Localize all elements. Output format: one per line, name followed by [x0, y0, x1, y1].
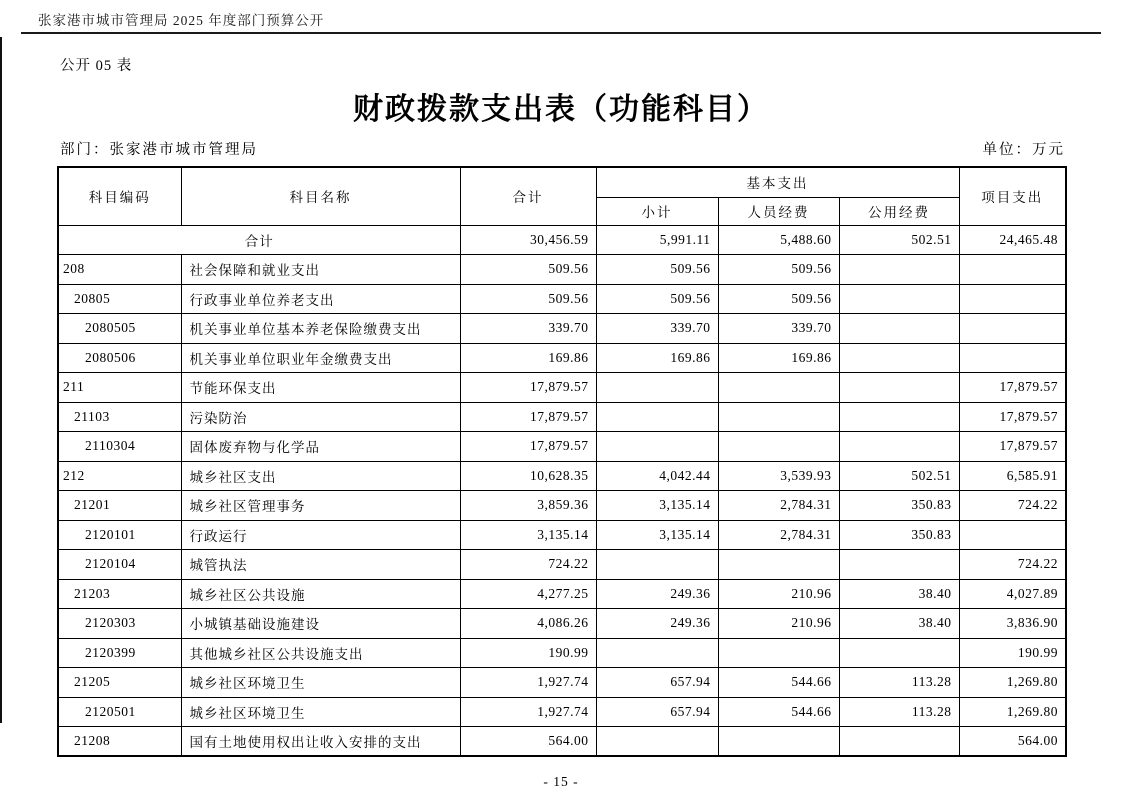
cell-public-expense: 38.40 — [839, 609, 959, 639]
cell-grand-total-label: 合计 — [58, 225, 460, 255]
cell-project-expense: 4,027.89 — [959, 579, 1066, 609]
cell-subject-code: 2080505 — [58, 314, 181, 344]
cell-project-expense — [959, 284, 1066, 314]
cell-subject-name: 国有土地使用权出让收入安排的支出 — [181, 727, 460, 757]
cell-public-expense: 350.83 — [839, 491, 959, 521]
cell-project-expense — [959, 314, 1066, 344]
col-header-basic-subtotal: 小计 — [596, 197, 718, 225]
cell-project-expense — [959, 520, 1066, 550]
col-header-public-expense: 公用经费 — [839, 197, 959, 225]
cell-total: 4,277.25 — [460, 579, 596, 609]
table-row — [58, 432, 1066, 462]
cell-subject-name: 城乡社区环境卫生 — [181, 697, 460, 727]
cell-subject-code: 2120303 — [58, 609, 181, 639]
cell-project-expense: 1,269.80 — [959, 668, 1066, 698]
cell-public-expense: 350.83 — [839, 520, 959, 550]
cell-total: 3,859.36 — [460, 491, 596, 521]
cell-personnel-expense: 210.96 — [718, 579, 839, 609]
cell-personnel-expense — [718, 402, 839, 432]
cell-subject-name: 污染防治 — [181, 402, 460, 432]
cell-subject-code: 21103 — [58, 402, 181, 432]
cell-basic-subtotal — [596, 432, 718, 462]
budget-table — [57, 166, 1067, 757]
table-row — [58, 550, 1066, 580]
cell-subject-name: 行政事业单位养老支出 — [181, 284, 460, 314]
form-number-label: 公开 05 表 — [60, 58, 133, 74]
cell-subject-code: 21201 — [58, 491, 181, 521]
cell-personnel-expense: 544.66 — [718, 697, 839, 727]
cell-total: 17,879.57 — [460, 432, 596, 462]
cell-subject-code: 2120501 — [58, 697, 181, 727]
table-row — [58, 491, 1066, 521]
cell-basic-subtotal: 657.94 — [596, 668, 718, 698]
cell-total: 30,456.59 — [460, 225, 596, 255]
cell-total: 17,879.57 — [460, 402, 596, 432]
cell-public-expense: 38.40 — [839, 579, 959, 609]
cell-total: 17,879.57 — [460, 373, 596, 403]
cell-total: 509.56 — [460, 255, 596, 285]
cell-project-expense: 17,879.57 — [959, 373, 1066, 403]
cell-basic-subtotal — [596, 550, 718, 580]
cell-personnel-expense: 2,784.31 — [718, 491, 839, 521]
col-header-total: 合计 — [460, 167, 596, 225]
table-row — [58, 373, 1066, 403]
cell-total: 4,086.26 — [460, 609, 596, 639]
cell-subject-name: 社会保障和就业支出 — [181, 255, 460, 285]
cell-total: 169.86 — [460, 343, 596, 373]
cell-basic-subtotal: 3,135.14 — [596, 491, 718, 521]
page-title: 财政拨款支出表（功能科目） — [353, 93, 769, 126]
table-meta-row — [57, 138, 1065, 159]
cell-subject-code: 2120399 — [58, 638, 181, 668]
cell-public-expense — [839, 255, 959, 285]
table-row — [58, 638, 1066, 668]
cell-public-expense — [839, 402, 959, 432]
cell-subject-code: 212 — [58, 461, 181, 491]
cell-personnel-expense: 339.70 — [718, 314, 839, 344]
cell-public-expense: 113.28 — [839, 697, 959, 727]
table-row — [58, 579, 1066, 609]
cell-project-expense: 564.00 — [959, 727, 1066, 757]
cell-basic-subtotal: 249.36 — [596, 609, 718, 639]
table-row — [58, 402, 1066, 432]
cell-personnel-expense: 544.66 — [718, 668, 839, 698]
cell-personnel-expense — [718, 373, 839, 403]
table-row — [58, 343, 1066, 373]
cell-subject-name: 小城镇基础设施建设 — [181, 609, 460, 639]
cell-subject-code: 21208 — [58, 727, 181, 757]
cell-public-expense: 502.51 — [839, 225, 959, 255]
cell-subject-name: 城乡社区管理事务 — [181, 491, 460, 521]
cell-total: 509.56 — [460, 284, 596, 314]
cell-project-expense: 1,269.80 — [959, 697, 1066, 727]
page-number: - 15 - — [543, 774, 579, 789]
col-header-subject-code: 科目编码 — [58, 167, 181, 225]
document-header-text: 张家港市城市管理局 2025 年度部门预算公开 — [38, 13, 325, 28]
cell-basic-subtotal — [596, 727, 718, 757]
cell-public-expense: 502.51 — [839, 461, 959, 491]
cell-subject-code: 208 — [58, 255, 181, 285]
table-row — [58, 668, 1066, 698]
cell-project-expense: 17,879.57 — [959, 402, 1066, 432]
cell-subject-name: 城乡社区公共设施 — [181, 579, 460, 609]
unit-label: 单位：万元 — [982, 142, 1065, 158]
cell-basic-subtotal: 4,042.44 — [596, 461, 718, 491]
table-row — [58, 284, 1066, 314]
cell-subject-code: 2110304 — [58, 432, 181, 462]
cell-personnel-expense: 509.56 — [718, 255, 839, 285]
table-row — [58, 461, 1066, 491]
cell-project-expense: 17,879.57 — [959, 432, 1066, 462]
cell-subject-code: 2080506 — [58, 343, 181, 373]
cell-personnel-expense: 169.86 — [718, 343, 839, 373]
cell-basic-subtotal: 509.56 — [596, 255, 718, 285]
col-header-basic-expenditure-group: 基本支出 — [596, 167, 959, 197]
cell-subject-name: 机关事业单位职业年金缴费支出 — [181, 343, 460, 373]
cell-subject-name: 节能环保支出 — [181, 373, 460, 403]
cell-subject-code: 2120101 — [58, 520, 181, 550]
cell-public-expense — [839, 373, 959, 403]
cell-subject-name: 其他城乡社区公共设施支出 — [181, 638, 460, 668]
table-row — [58, 314, 1066, 344]
cell-basic-subtotal: 5,991.11 — [596, 225, 718, 255]
cell-personnel-expense: 210.96 — [718, 609, 839, 639]
department-label: 部门：张家港市城市管理局 — [60, 142, 258, 158]
table-total-row — [58, 225, 1066, 255]
cell-subject-code: 211 — [58, 373, 181, 403]
cell-personnel-expense — [718, 727, 839, 757]
cell-basic-subtotal — [596, 373, 718, 403]
cell-basic-subtotal: 657.94 — [596, 697, 718, 727]
col-header-subject-name: 科目名称 — [181, 167, 460, 225]
cell-public-expense — [839, 638, 959, 668]
cell-personnel-expense — [718, 638, 839, 668]
cell-project-expense: 24,465.48 — [959, 225, 1066, 255]
cell-personnel-expense: 5,488.60 — [718, 225, 839, 255]
table-row — [58, 255, 1066, 285]
cell-personnel-expense — [718, 432, 839, 462]
cell-subject-code: 2120104 — [58, 550, 181, 580]
cell-basic-subtotal: 249.36 — [596, 579, 718, 609]
cell-personnel-expense — [718, 550, 839, 580]
cell-project-expense — [959, 343, 1066, 373]
cell-project-expense: 724.22 — [959, 550, 1066, 580]
cell-total: 10,628.35 — [460, 461, 596, 491]
cell-total: 1,927.74 — [460, 668, 596, 698]
document-header — [0, 0, 1122, 29]
table-row — [58, 727, 1066, 757]
cell-total: 190.99 — [460, 638, 596, 668]
cell-total: 339.70 — [460, 314, 596, 344]
cell-project-expense: 3,836.90 — [959, 609, 1066, 639]
cell-personnel-expense: 3,539.93 — [718, 461, 839, 491]
cell-total: 564.00 — [460, 727, 596, 757]
cell-basic-subtotal — [596, 638, 718, 668]
scan-artifact-line — [0, 37, 2, 723]
cell-public-expense — [839, 550, 959, 580]
cell-project-expense: 6,585.91 — [959, 461, 1066, 491]
cell-subject-name: 行政运行 — [181, 520, 460, 550]
cell-basic-subtotal — [596, 402, 718, 432]
cell-basic-subtotal: 169.86 — [596, 343, 718, 373]
table-row — [58, 697, 1066, 727]
table-header-row-1 — [58, 167, 1066, 197]
cell-subject-name: 城乡社区环境卫生 — [181, 668, 460, 698]
col-header-personnel-expense: 人员经费 — [718, 197, 839, 225]
cell-personnel-expense: 2,784.31 — [718, 520, 839, 550]
cell-project-expense: 724.22 — [959, 491, 1066, 521]
cell-total: 3,135.14 — [460, 520, 596, 550]
cell-personnel-expense: 509.56 — [718, 284, 839, 314]
cell-basic-subtotal: 339.70 — [596, 314, 718, 344]
table-row — [58, 609, 1066, 639]
cell-total: 724.22 — [460, 550, 596, 580]
cell-public-expense — [839, 284, 959, 314]
cell-subject-name: 机关事业单位基本养老保险缴费支出 — [181, 314, 460, 344]
cell-subject-code: 21203 — [58, 579, 181, 609]
cell-project-expense: 190.99 — [959, 638, 1066, 668]
cell-total: 1,927.74 — [460, 697, 596, 727]
cell-subject-name: 城管执法 — [181, 550, 460, 580]
header-rule — [21, 32, 1101, 34]
cell-subject-code: 20805 — [58, 284, 181, 314]
cell-public-expense — [839, 432, 959, 462]
cell-subject-code: 21205 — [58, 668, 181, 698]
cell-basic-subtotal: 3,135.14 — [596, 520, 718, 550]
cell-public-expense — [839, 727, 959, 757]
cell-public-expense — [839, 314, 959, 344]
cell-public-expense — [839, 343, 959, 373]
col-header-project-expenditure: 项目支出 — [959, 167, 1066, 225]
cell-project-expense — [959, 255, 1066, 285]
cell-subject-name: 城乡社区支出 — [181, 461, 460, 491]
table-row — [58, 520, 1066, 550]
cell-public-expense: 113.28 — [839, 668, 959, 698]
cell-subject-name: 固体废弃物与化学品 — [181, 432, 460, 462]
cell-basic-subtotal: 509.56 — [596, 284, 718, 314]
